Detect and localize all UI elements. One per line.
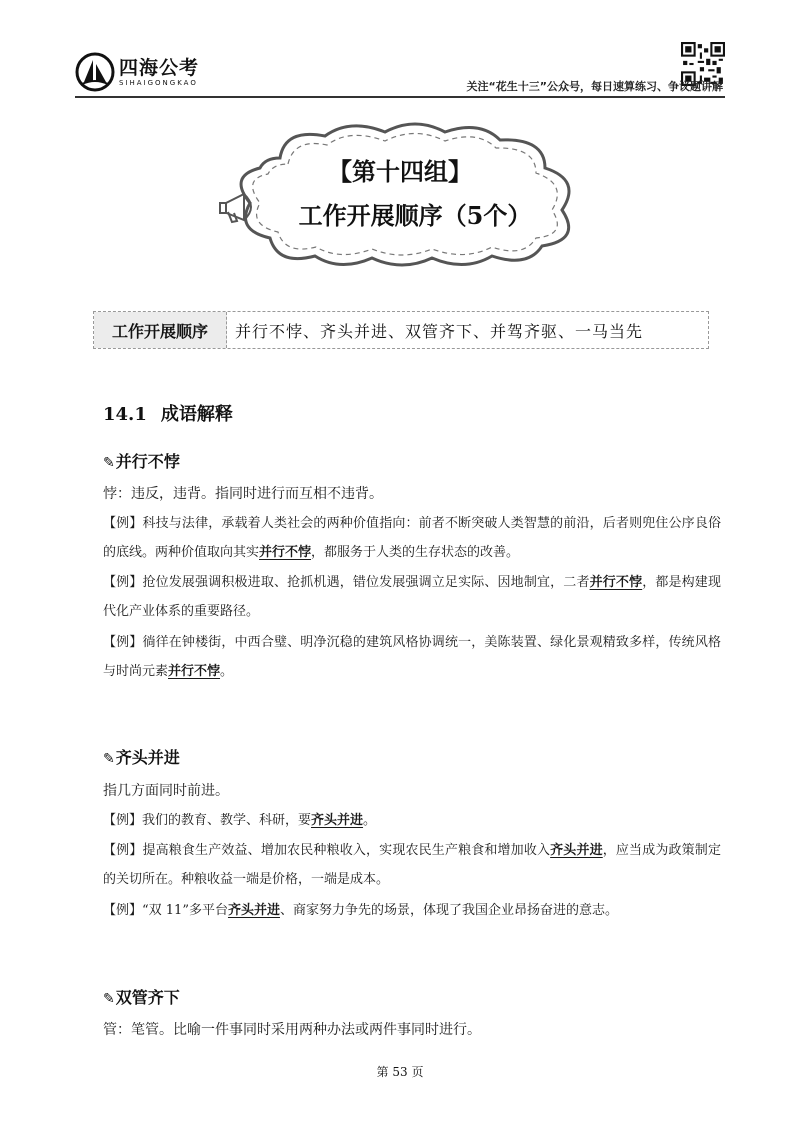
idiom-definition: 指几方面同时前进。 [103, 783, 229, 799]
example-text: ，应当成为政策制定的关切所在。种粮收益一端是价格，一端是成本。 [103, 843, 721, 887]
example-paragraph [103, 896, 721, 925]
example-text: ，都是构建现代化产业体系的重要路径。 [103, 575, 721, 619]
summary-label: 工作开展顺序 [94, 312, 227, 348]
section-heading [103, 400, 233, 426]
pencil-icon: ✎ [103, 455, 115, 471]
pencil-icon: ✎ [103, 751, 115, 767]
example-text: 【例】提高粮食生产效益、增加农民种粮收入，实现农民生产粮食和增加收入 [103, 843, 551, 858]
page-number: 第 53 页 [376, 1065, 424, 1079]
brand-name-latin: SIHAIGONGKAO [119, 78, 198, 87]
topic-title: 工作开展顺序（5个） [298, 201, 532, 230]
page-header [75, 40, 725, 98]
summary-table [93, 311, 709, 349]
idiom-heading [103, 985, 180, 1008]
header-divider [75, 96, 725, 98]
example-paragraph [103, 806, 721, 835]
example-keyword: 齐头并进 [227, 903, 280, 918]
example-keyword: 并行不悖 [168, 664, 221, 679]
example-text: 。 [363, 813, 377, 828]
brand-name: 四海公考 [119, 56, 200, 79]
brand-logo [75, 52, 199, 92]
idiom-heading [103, 745, 180, 768]
section-number: 14.1 [103, 404, 147, 425]
section-title: 成语解释 [160, 404, 233, 425]
example-text: 【例】科技与法律，承载着人类社会的两种价值指向：前者不断突破人类智慧的前沿，后者则兜住公序良俗的底线。两种价值取向其实 [103, 516, 721, 560]
pencil-icon: ✎ [103, 991, 115, 1007]
example-keyword: 齐头并进 [311, 813, 364, 828]
example-paragraph [103, 509, 721, 567]
example-text: 【例】抢位发展强调积极进取、抢抓机遇，错位发展强调立足实际、因地制宜，二者 [103, 575, 590, 590]
example-keyword: 并行不悖 [589, 575, 643, 590]
example-paragraph [103, 836, 721, 894]
summary-items: 并行不悖、齐头并进、双管齐下、并驾齐驱、一马当先 [235, 321, 644, 341]
idiom-name: 并行不悖 [115, 452, 180, 471]
cloud-title-frame [210, 118, 590, 268]
idiom-definition: 悖：违反，违背。指同时进行而互相不违背。 [103, 486, 383, 502]
example-text: 、商家努力争先的场景，体现了我国企业昂扬奋进的意志。 [279, 903, 618, 918]
group-title: 【第十四组】 [328, 157, 472, 186]
example-text: ，都服务于人类的生存状态的改善。 [311, 545, 520, 560]
example-text: 【例】“双 11”多平台 [103, 903, 228, 918]
example-paragraph [103, 568, 721, 626]
idiom-heading [103, 449, 180, 472]
example-text: 。 [220, 664, 234, 679]
header-note: 关注“花生十三”公众号，每日速算练习、争议题讲解 [466, 80, 723, 93]
example-paragraph [103, 628, 721, 686]
idiom-name: 齐头并进 [115, 748, 180, 767]
example-keyword: 并行不悖 [259, 545, 312, 560]
example-text: 【例】徜徉在钟楼街，中西合璧、明净沉稳的建筑风格协调统一，美陈装置、绿化景观精致多样，传统风格与时尚元素 [103, 635, 721, 679]
sailboat-logo-icon [75, 52, 115, 92]
example-keyword: 齐头并进 [550, 843, 603, 858]
idiom-definition: 管：笔管。比喻一件事同时采用两种办法或两件事同时进行。 [103, 1022, 481, 1038]
idiom-name: 双管齐下 [115, 988, 180, 1007]
example-text: 【例】我们的教育、教学、科研，要 [103, 813, 312, 828]
